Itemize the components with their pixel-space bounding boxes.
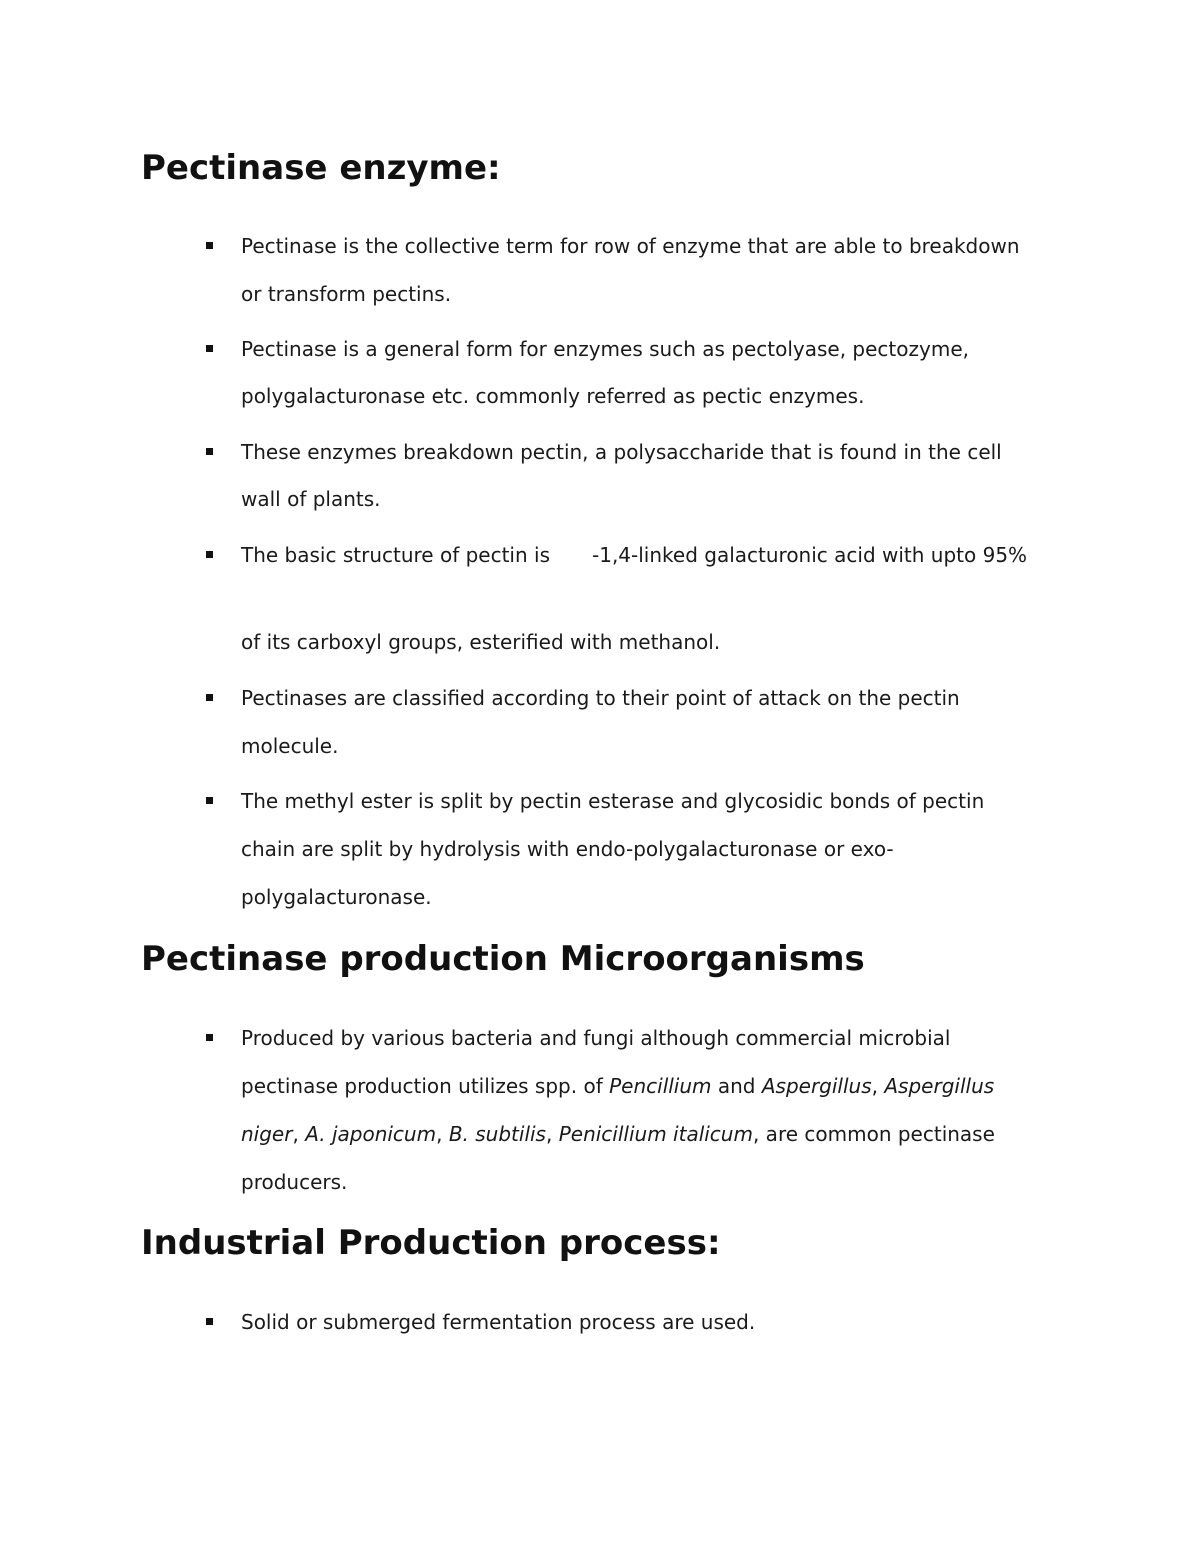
text-run: , bbox=[871, 1074, 885, 1098]
italic-species-name: Pencillium bbox=[609, 1074, 712, 1098]
list-item-text-line: Pectinases are classified according to their point of attack on the pectin bbox=[241, 686, 960, 710]
list-item-text-line: The methyl ester is split by pectin esterase and glycosidic bonds of pectin bbox=[241, 789, 985, 813]
text-run: and bbox=[711, 1074, 762, 1098]
list-item-text-line: polygalacturonase. bbox=[241, 885, 432, 909]
section-heading-industrial-production-process: Industrial Production process: bbox=[141, 1223, 721, 1263]
list-item-text-line: or transform pectins. bbox=[241, 282, 452, 306]
list-item-text-line: The basic structure of pectin is bbox=[241, 543, 550, 567]
list-item-text-line: These enzymes breakdown pectin, a polysaccharide that is found in the cell bbox=[241, 440, 1002, 464]
list-item-text-line: -1,4-linked galacturonic acid with upto 95% bbox=[592, 543, 1028, 567]
list-item-text-line: Pectinase is a general form for enzymes such as pectolyase, pectozyme, bbox=[241, 337, 969, 361]
list-item-text-line: molecule. bbox=[241, 734, 339, 758]
square-bullet-icon bbox=[206, 1318, 213, 1325]
section-heading-pectinase-enzyme: Pectinase enzyme: bbox=[141, 148, 501, 188]
list-item-text-line: Produced by various bacteria and fungi although commercial microbial bbox=[241, 1026, 951, 1050]
text-run: , bbox=[436, 1122, 449, 1146]
list-item-text-line: wall of plants. bbox=[241, 487, 381, 511]
square-bullet-icon bbox=[206, 797, 213, 804]
list-item-text-line bbox=[241, 1121, 995, 1147]
text-run: pectinase production utilizes spp. of bbox=[241, 1074, 610, 1098]
list-item-text-line: Pectinase is the collective term for row of enzyme that are able to breakdown bbox=[241, 234, 1020, 258]
list-item-text-line: of its carboxyl groups, esterified with methanol. bbox=[241, 630, 721, 654]
list-item-text-line: producers. bbox=[241, 1170, 348, 1194]
italic-species-name: Penicillium italicum bbox=[558, 1122, 753, 1146]
italic-species-name: B. subtilis bbox=[448, 1122, 546, 1146]
text-run: , bbox=[545, 1122, 559, 1146]
square-bullet-icon bbox=[206, 448, 213, 455]
square-bullet-icon bbox=[206, 242, 213, 249]
text-run: , are common pectinase bbox=[752, 1122, 995, 1146]
italic-species-name: Aspergillus bbox=[884, 1074, 995, 1098]
italic-species-name: niger bbox=[241, 1122, 293, 1146]
text-run: , bbox=[292, 1122, 306, 1146]
square-bullet-icon bbox=[206, 694, 213, 701]
section-heading-pectinase-production-microorganisms: Pectinase production Microorganisms bbox=[141, 939, 865, 979]
square-bullet-icon bbox=[206, 551, 213, 558]
italic-species-name: A. japonicum bbox=[305, 1122, 437, 1146]
list-item-text-line: chain are split by hydrolysis with endo-polygalacturonase or exo- bbox=[241, 837, 894, 861]
square-bullet-icon bbox=[206, 1034, 213, 1041]
list-item-text-line: Solid or submerged fermentation process are used. bbox=[241, 1310, 756, 1334]
list-item-text-line bbox=[241, 1073, 994, 1099]
square-bullet-icon bbox=[206, 345, 213, 352]
italic-species-name: Aspergillus bbox=[761, 1074, 872, 1098]
list-item-text-line: polygalacturonase etc. commonly referred as pectic enzymes. bbox=[241, 384, 865, 408]
